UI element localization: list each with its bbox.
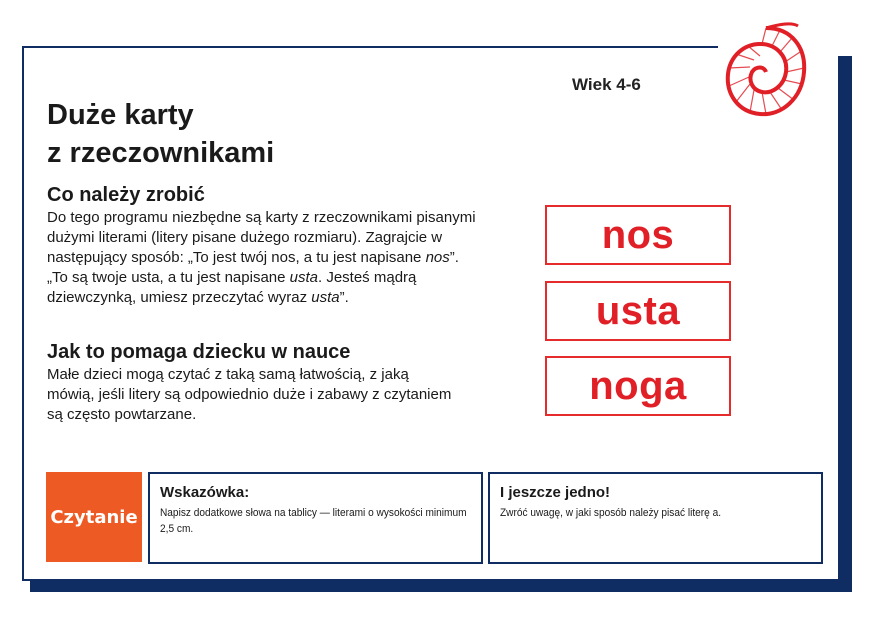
extra-heading: I jeszcze jedno! (500, 484, 611, 501)
section-heading-how-it-helps: Jak to pomaga dziecku w nauce (47, 341, 351, 363)
tip-box (148, 472, 483, 564)
tip-text: Napisz dodatkowe słowa na tablicy — literami o wysokości minimum 2,5 cm. (160, 507, 467, 535)
title-line-2: z rzeczownikami (47, 137, 275, 169)
title-line-1: Duże karty (47, 99, 194, 131)
section-text-how-it-helps: Małe dzieci mogą czytać z taką samą łatwością, z jaką mówią, jeśli litery są odpowiednio duże i zabawy z czytaniem są często powtarzane. (47, 366, 452, 423)
word-card: usta (545, 281, 731, 341)
section-heading-what-to-do: Co należy zrobić (47, 184, 205, 206)
word-card: nos (545, 205, 731, 265)
tip-heading: Wskazówka: (160, 484, 250, 501)
section-text-what-to-do: Do tego programu niezbędne są karty z rzeczownikami pisanymi dużymi literami (litery pisane dużego rozmiaru). Zagrajcie w następujący sposób: „To jest twój nos, a tu jest napisane nos”. „To są twoje usta, a tu jest napisane usta. Jesteś mądrą dziewczynką, umiesz przeczytać wyraz usta”. (47, 209, 476, 306)
extra-text: Zwróć uwagę, w jaki sposób należy pisać literę a. (500, 507, 722, 519)
page-title (47, 96, 274, 172)
category-tag: Czytanie (46, 472, 142, 562)
shell-logo-icon (722, 22, 810, 122)
word-card: noga (545, 356, 731, 416)
extra-box (488, 472, 823, 564)
age-label: Wiek 4-6 (572, 75, 641, 94)
